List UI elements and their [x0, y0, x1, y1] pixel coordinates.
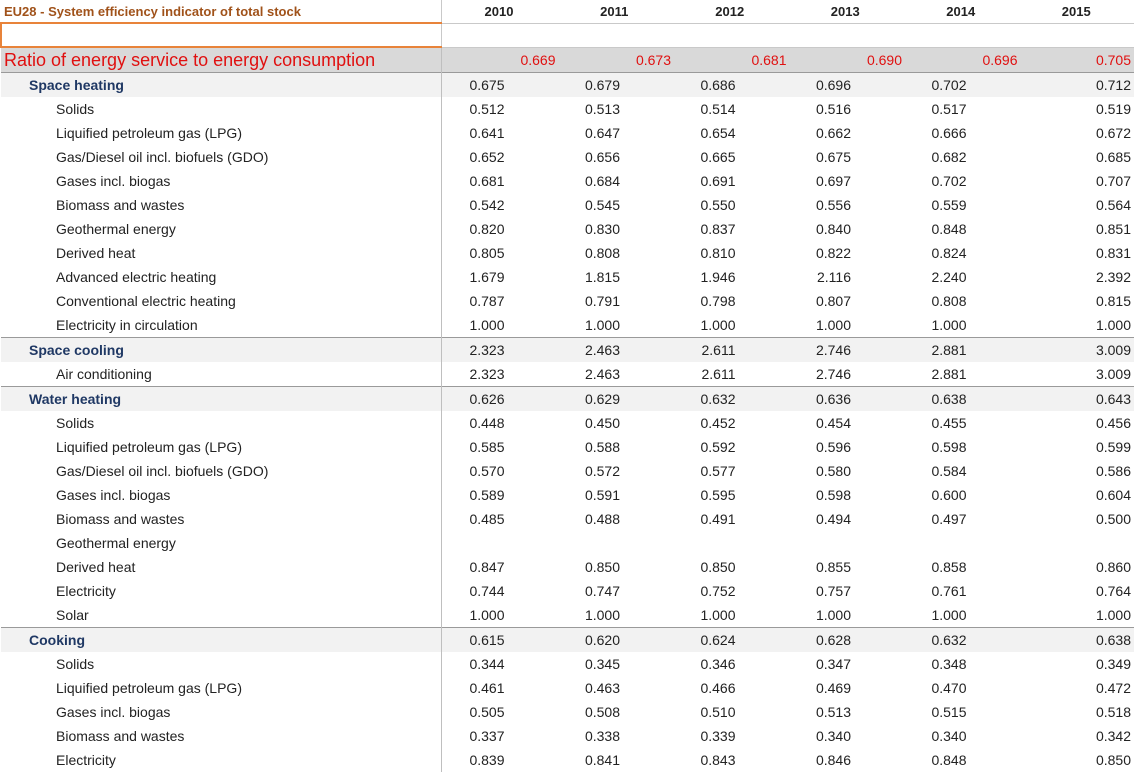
selected-cell[interactable] — [1, 23, 441, 47]
value-cell[interactable]: 0.455 — [931, 415, 967, 431]
value-cell[interactable]: 1.815 — [584, 269, 620, 285]
value-cell[interactable]: 0.624 — [672, 628, 788, 653]
empty-cell[interactable] — [1019, 23, 1135, 47]
value-cell[interactable]: 1.000 — [700, 317, 736, 333]
table-row — [1, 483, 1134, 507]
table-row — [1, 145, 1134, 169]
table-row — [1, 97, 1134, 121]
value-cell[interactable]: 0.448 — [469, 415, 505, 431]
value-cell[interactable]: 0.461 — [469, 680, 505, 696]
row-label[interactable]: Solar — [1, 603, 441, 628]
value-cell[interactable]: 0.685 — [1095, 149, 1131, 165]
value-cell[interactable]: 0.840 — [815, 221, 851, 237]
value-cell[interactable]: 1.000 — [931, 607, 967, 623]
row-label[interactable]: Liquified petroleum gas (LPG) — [1, 121, 441, 145]
value-cell[interactable] — [557, 531, 673, 555]
row-label[interactable]: Electricity in circulation — [1, 313, 441, 338]
value-cell[interactable]: 0.752 — [700, 583, 736, 599]
value-cell[interactable]: 0.620 — [557, 628, 673, 653]
year-header[interactable]: 2013 — [788, 0, 904, 23]
value-cell[interactable]: 0.600 — [931, 487, 967, 503]
value-cell[interactable]: 2.746 — [788, 338, 904, 363]
value-cell[interactable]: 0.629 — [557, 387, 673, 412]
value-cell[interactable]: 0.596 — [815, 439, 851, 455]
table-row — [1, 531, 1134, 555]
value-cell[interactable]: 0.450 — [584, 415, 620, 431]
value-cell[interactable] — [672, 531, 788, 555]
value-cell[interactable]: 0.494 — [815, 511, 851, 527]
value-cell[interactable]: 2.116 — [817, 269, 851, 285]
value-cell[interactable]: 0.577 — [700, 463, 736, 479]
empty-cell[interactable] — [557, 23, 673, 47]
value-cell[interactable]: 0.824 — [931, 245, 967, 261]
value-cell[interactable]: 0.837 — [700, 221, 736, 237]
value-cell[interactable]: 0.514 — [700, 101, 736, 117]
value-cell[interactable]: 0.339 — [700, 728, 736, 744]
value-cell[interactable]: 1.000 — [469, 607, 505, 623]
value-cell[interactable]: 0.691 — [700, 173, 736, 189]
value-cell[interactable]: 0.349 — [1095, 656, 1131, 672]
value-cell[interactable]: 0.675 — [815, 149, 851, 165]
value-cell[interactable]: 0.518 — [1095, 704, 1131, 720]
value-cell[interactable]: 0.588 — [584, 439, 620, 455]
value-cell[interactable]: 0.604 — [1095, 487, 1131, 503]
value-cell[interactable]: 1.946 — [700, 269, 736, 285]
value-cell[interactable]: 0.550 — [700, 197, 736, 213]
value-cell[interactable]: 0.510 — [700, 704, 736, 720]
table-row — [1, 435, 1134, 459]
value-cell[interactable]: 0.632 — [672, 387, 788, 412]
table-row — [1, 724, 1134, 748]
sheet-title[interactable]: EU28 - System efficiency indicator of total stock — [1, 0, 441, 23]
value-cell[interactable]: 1.000 — [815, 607, 851, 623]
value-cell[interactable]: 2.746 — [815, 366, 851, 382]
value-cell[interactable]: 0.638 — [1019, 628, 1135, 653]
value-cell[interactable]: 0.747 — [584, 583, 620, 599]
value-cell[interactable]: 2.611 — [672, 338, 788, 363]
ratio-value[interactable]: 0.705 — [1019, 47, 1135, 73]
value-cell[interactable]: 0.580 — [815, 463, 851, 479]
row-label[interactable]: Conventional electric heating — [1, 289, 441, 313]
value-cell[interactable]: 0.807 — [815, 293, 851, 309]
value-cell[interactable]: 0.497 — [931, 511, 967, 527]
value-cell[interactable]: 0.707 — [1095, 173, 1131, 189]
category-row — [1, 387, 1134, 412]
value-cell[interactable]: 0.791 — [584, 293, 620, 309]
value-cell[interactable]: 2.463 — [584, 366, 620, 382]
ratio-value[interactable]: 0.681 — [672, 47, 788, 73]
value-cell[interactable]: 0.338 — [584, 728, 620, 744]
value-cell[interactable]: 0.615 — [441, 628, 557, 653]
table-row — [1, 265, 1134, 289]
value-cell[interactable]: 0.808 — [584, 245, 620, 261]
value-cell[interactable]: 1.000 — [931, 317, 967, 333]
table-row — [1, 676, 1134, 700]
value-cell[interactable]: 3.009 — [1095, 366, 1131, 382]
value-cell[interactable]: 0.656 — [584, 149, 620, 165]
row-label[interactable]: Air conditioning — [1, 362, 441, 387]
value-cell[interactable]: 0.595 — [700, 487, 736, 503]
row-label[interactable]: Gases incl. biogas — [1, 483, 441, 507]
value-cell[interactable]: 2.240 — [931, 269, 967, 285]
value-cell[interactable]: 0.848 — [931, 752, 967, 768]
category-row — [1, 628, 1134, 653]
value-cell[interactable]: 0.517 — [931, 101, 967, 117]
value-cell[interactable]: 1.000 — [584, 607, 620, 623]
value-cell[interactable]: 2.323 — [441, 338, 557, 363]
value-cell[interactable]: 0.841 — [584, 752, 620, 768]
year-header[interactable]: 2012 — [672, 0, 788, 23]
value-cell[interactable]: 0.850 — [700, 559, 736, 575]
table-row — [1, 603, 1134, 628]
value-cell[interactable]: 0.672 — [1095, 125, 1131, 141]
value-cell[interactable]: 0.513 — [815, 704, 851, 720]
value-cell[interactable]: 0.564 — [1095, 197, 1131, 213]
header-row — [1, 0, 1134, 23]
value-cell[interactable]: 0.652 — [469, 149, 505, 165]
value-cell[interactable]: 0.850 — [1095, 752, 1131, 768]
ratio-label[interactable]: Ratio of energy service to energy consumption — [1, 47, 441, 73]
value-cell[interactable]: 0.456 — [1095, 415, 1131, 431]
value-cell[interactable]: 2.611 — [701, 366, 736, 382]
value-cell[interactable]: 0.665 — [700, 149, 736, 165]
table-row — [1, 193, 1134, 217]
value-cell[interactable]: 0.822 — [815, 245, 851, 261]
value-cell[interactable]: 0.512 — [469, 101, 505, 117]
table-row — [1, 169, 1134, 193]
value-cell[interactable] — [1019, 531, 1135, 555]
table-row — [1, 241, 1134, 265]
value-cell[interactable]: 0.643 — [1019, 387, 1135, 412]
value-cell[interactable]: 0.598 — [931, 439, 967, 455]
value-cell[interactable]: 1.679 — [469, 269, 505, 285]
value-cell[interactable]: 0.470 — [931, 680, 967, 696]
value-cell[interactable]: 0.584 — [931, 463, 967, 479]
value-cell[interactable]: 0.344 — [469, 656, 505, 672]
value-cell[interactable]: 0.598 — [815, 487, 851, 503]
value-cell[interactable]: 1.000 — [584, 317, 620, 333]
value-cell[interactable]: 0.589 — [469, 487, 505, 503]
table-row — [1, 313, 1134, 338]
value-cell[interactable]: 0.508 — [584, 704, 620, 720]
category-label[interactable]: Cooking — [1, 628, 441, 653]
row-label[interactable]: Liquified petroleum gas (LPG) — [1, 435, 441, 459]
table-row — [1, 507, 1134, 531]
value-cell[interactable]: 0.515 — [931, 704, 967, 720]
value-cell[interactable]: 0.761 — [931, 583, 967, 599]
value-cell[interactable]: 0.572 — [584, 463, 620, 479]
value-cell[interactable]: 0.346 — [700, 656, 736, 672]
table-row — [1, 362, 1134, 387]
category-row — [1, 73, 1134, 98]
value-cell[interactable]: 0.505 — [469, 704, 505, 720]
row-label[interactable]: Derived heat — [1, 555, 441, 579]
value-cell[interactable]: 0.684 — [584, 173, 620, 189]
empty-cell[interactable] — [672, 23, 788, 47]
category-label[interactable]: Space cooling — [1, 338, 441, 363]
value-cell[interactable]: 0.638 — [903, 387, 1019, 412]
value-cell[interactable]: 0.469 — [815, 680, 851, 696]
table-row — [1, 121, 1134, 145]
value-cell[interactable]: 0.846 — [815, 752, 851, 768]
value-cell[interactable]: 0.808 — [931, 293, 967, 309]
value-cell[interactable]: 0.830 — [584, 221, 620, 237]
value-cell[interactable]: 0.632 — [903, 628, 1019, 653]
value-cell[interactable]: 1.000 — [1095, 607, 1131, 623]
value-cell[interactable]: 0.626 — [441, 387, 557, 412]
value-cell[interactable]: 0.815 — [1095, 293, 1131, 309]
empty-cell[interactable] — [788, 23, 904, 47]
table-row — [1, 748, 1134, 772]
value-cell[interactable]: 0.858 — [931, 559, 967, 575]
value-cell[interactable]: 0.787 — [469, 293, 505, 309]
value-cell[interactable]: 0.647 — [584, 125, 620, 141]
value-cell[interactable]: 2.881 — [903, 338, 1019, 363]
value-cell[interactable]: 0.847 — [469, 559, 505, 575]
value-cell[interactable] — [903, 531, 1019, 555]
row-label[interactable]: Gases incl. biogas — [1, 169, 441, 193]
value-cell[interactable]: 0.851 — [1095, 221, 1131, 237]
table-row — [1, 700, 1134, 724]
value-cell[interactable]: 0.855 — [815, 559, 851, 575]
ratio-value[interactable]: 0.669 — [441, 47, 557, 73]
value-cell[interactable]: 0.757 — [815, 583, 851, 599]
value-cell[interactable]: 2.463 — [557, 338, 673, 363]
year-header[interactable]: 2010 — [441, 0, 557, 23]
value-cell[interactable]: 2.392 — [1095, 269, 1131, 285]
value-cell[interactable]: 0.559 — [931, 197, 967, 213]
value-cell[interactable]: 0.513 — [584, 101, 620, 117]
value-cell[interactable]: 0.516 — [815, 101, 851, 117]
value-cell[interactable]: 0.466 — [700, 680, 736, 696]
value-cell[interactable]: 0.345 — [584, 656, 620, 672]
empty-cell[interactable] — [903, 23, 1019, 47]
table-row — [1, 217, 1134, 241]
row-label[interactable]: Solids — [1, 97, 441, 121]
value-cell[interactable]: 0.744 — [469, 583, 505, 599]
row-label[interactable]: Biomass and wastes — [1, 193, 441, 217]
value-cell[interactable]: 0.636 — [788, 387, 904, 412]
value-cell[interactable]: 0.798 — [700, 293, 736, 309]
value-cell[interactable]: 0.675 — [441, 73, 557, 98]
value-cell[interactable]: 0.586 — [1095, 463, 1131, 479]
value-cell[interactable]: 0.696 — [788, 73, 904, 98]
table-row — [1, 555, 1134, 579]
value-cell[interactable]: 0.347 — [815, 656, 851, 672]
value-cell[interactable]: 0.454 — [815, 415, 851, 431]
value-cell[interactable]: 0.641 — [469, 125, 505, 141]
value-cell[interactable]: 3.009 — [1019, 338, 1135, 363]
empty-cell[interactable] — [441, 23, 557, 47]
value-cell[interactable]: 0.348 — [931, 656, 967, 672]
ratio-row — [1, 47, 1134, 73]
value-cell[interactable]: 1.000 — [700, 607, 736, 623]
value-cell[interactable]: 0.654 — [700, 125, 736, 141]
value-cell[interactable]: 0.831 — [1095, 245, 1131, 261]
value-cell[interactable] — [441, 531, 557, 555]
row-label[interactable]: Solids — [1, 652, 441, 676]
value-cell[interactable]: 0.556 — [815, 197, 851, 213]
value-cell[interactable] — [788, 531, 904, 555]
value-cell[interactable]: 0.628 — [788, 628, 904, 653]
row-label[interactable]: Biomass and wastes — [1, 507, 441, 531]
value-cell[interactable]: 0.472 — [1095, 680, 1131, 696]
value-cell[interactable]: 0.850 — [584, 559, 620, 575]
row-label[interactable]: Liquified petroleum gas (LPG) — [1, 676, 441, 700]
row-label[interactable]: Derived heat — [1, 241, 441, 265]
value-cell[interactable]: 0.820 — [469, 221, 505, 237]
value-cell[interactable]: 0.519 — [1095, 101, 1131, 117]
value-cell[interactable]: 1.000 — [815, 317, 851, 333]
row-label[interactable]: Gas/Diesel oil incl. biofuels (GDO) — [1, 145, 441, 169]
value-cell[interactable]: 0.463 — [584, 680, 620, 696]
value-cell[interactable]: 0.340 — [931, 728, 967, 744]
row-label[interactable]: Geothermal energy — [1, 217, 441, 241]
category-label[interactable]: Water heating — [1, 387, 441, 412]
category-row — [1, 338, 1134, 363]
value-cell[interactable]: 0.702 — [903, 73, 1019, 98]
blank-row — [1, 23, 1134, 47]
table-row — [1, 411, 1134, 435]
row-label[interactable]: Electricity — [1, 579, 441, 603]
value-cell[interactable]: 1.000 — [1095, 317, 1131, 333]
value-cell[interactable]: 0.805 — [469, 245, 505, 261]
value-cell[interactable]: 1.000 — [469, 317, 505, 333]
value-cell[interactable]: 0.666 — [931, 125, 967, 141]
value-cell[interactable]: 0.712 — [1019, 73, 1135, 98]
table-row — [1, 579, 1134, 603]
value-cell[interactable]: 0.452 — [700, 415, 736, 431]
row-label[interactable]: Geothermal energy — [1, 531, 441, 555]
value-cell[interactable]: 0.860 — [1095, 559, 1131, 575]
table-row — [1, 289, 1134, 313]
row-label[interactable]: Solids — [1, 411, 441, 435]
value-cell[interactable]: 0.500 — [1095, 511, 1131, 527]
row-label[interactable]: Gases incl. biogas — [1, 700, 441, 724]
value-cell[interactable]: 0.591 — [584, 487, 620, 503]
value-cell[interactable]: 0.340 — [815, 728, 851, 744]
ratio-value[interactable]: 0.696 — [903, 47, 1019, 73]
value-cell[interactable]: 0.337 — [469, 728, 505, 744]
value-cell[interactable]: 0.342 — [1095, 728, 1131, 744]
value-cell[interactable]: 0.485 — [469, 511, 505, 527]
value-cell[interactable]: 0.697 — [815, 173, 851, 189]
row-label[interactable]: Gas/Diesel oil incl. biofuels (GDO) — [1, 459, 441, 483]
value-cell[interactable]: 0.662 — [815, 125, 851, 141]
value-cell[interactable]: 0.570 — [469, 463, 505, 479]
category-label[interactable]: Space heating — [1, 73, 441, 98]
ratio-value[interactable]: 0.690 — [788, 47, 904, 73]
row-label[interactable]: Advanced electric heating — [1, 265, 441, 289]
value-cell[interactable]: 0.839 — [469, 752, 505, 768]
value-cell[interactable]: 0.686 — [672, 73, 788, 98]
value-cell[interactable]: 0.679 — [557, 73, 673, 98]
year-header[interactable]: 2011 — [557, 0, 673, 23]
year-header[interactable]: 2015 — [1019, 0, 1135, 23]
value-cell[interactable]: 2.881 — [931, 366, 967, 382]
value-cell[interactable]: 0.488 — [584, 511, 620, 527]
value-cell[interactable]: 0.599 — [1095, 439, 1131, 455]
value-cell[interactable]: 0.848 — [931, 221, 967, 237]
value-cell[interactable]: 0.542 — [469, 197, 505, 213]
row-label[interactable]: Biomass and wastes — [1, 724, 441, 748]
value-cell[interactable]: 0.810 — [700, 245, 736, 261]
value-cell[interactable]: 0.843 — [700, 752, 736, 768]
value-cell[interactable]: 0.682 — [931, 149, 967, 165]
value-cell[interactable]: 2.323 — [469, 366, 505, 382]
value-cell[interactable]: 0.491 — [700, 511, 736, 527]
value-cell[interactable]: 0.702 — [931, 173, 967, 189]
value-cell[interactable]: 0.592 — [700, 439, 736, 455]
year-header[interactable]: 2014 — [903, 0, 1019, 23]
value-cell[interactable]: 0.545 — [584, 197, 620, 213]
table-row — [1, 652, 1134, 676]
value-cell[interactable]: 0.764 — [1095, 583, 1131, 599]
value-cell[interactable]: 0.681 — [469, 173, 505, 189]
row-label[interactable]: Electricity — [1, 748, 441, 772]
table-row — [1, 459, 1134, 483]
value-cell[interactable]: 0.585 — [469, 439, 505, 455]
ratio-value[interactable]: 0.673 — [557, 47, 673, 73]
